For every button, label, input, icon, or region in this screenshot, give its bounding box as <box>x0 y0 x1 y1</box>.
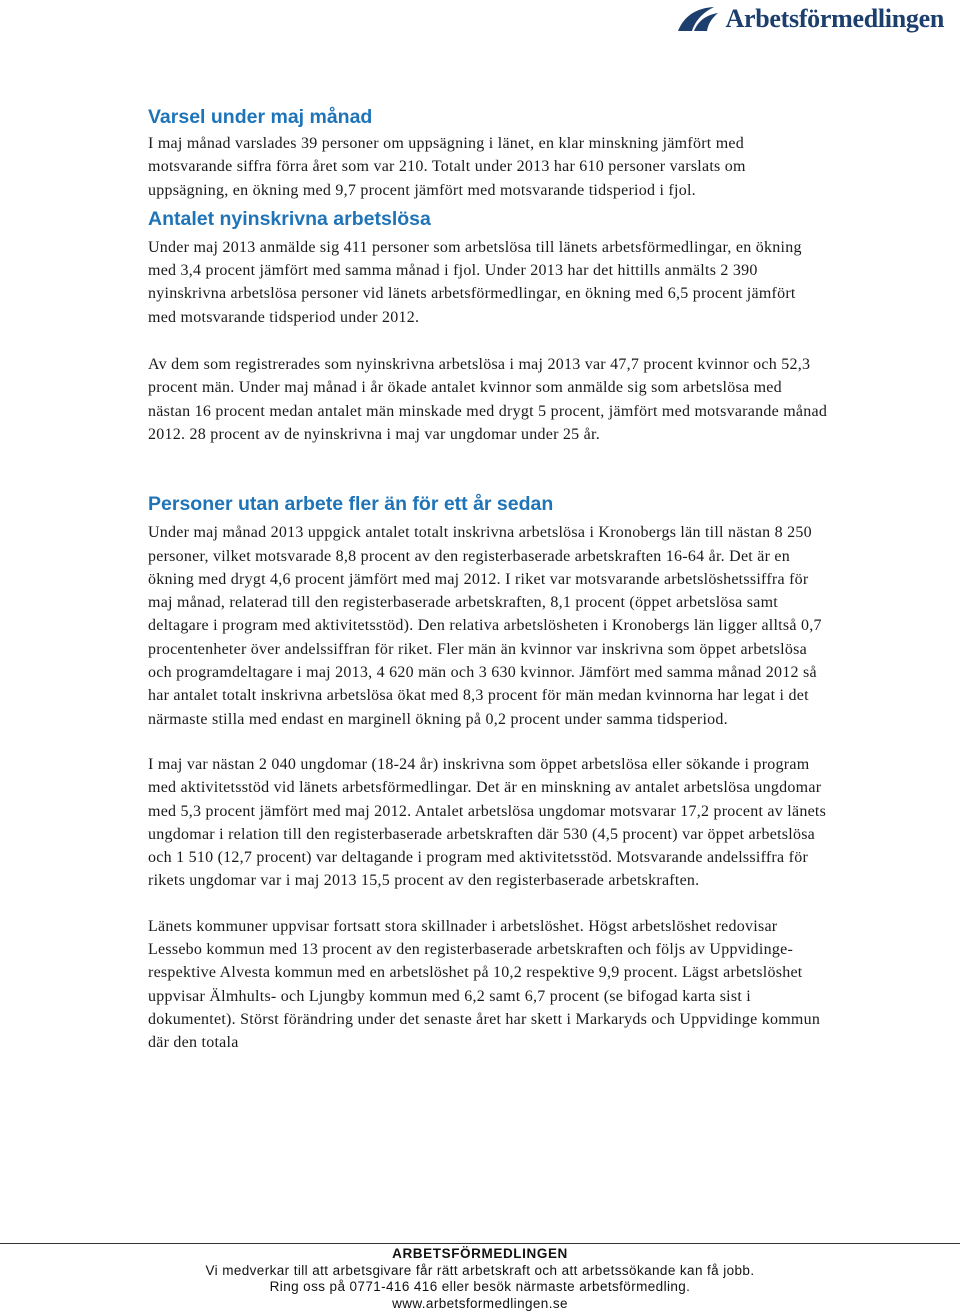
footer-tagline: Vi medverkar till att arbetsgivare får rätt arbetskraft och att arbetssökande kan få jobb. <box>205 1262 755 1278</box>
section-varsel <box>148 102 828 202</box>
paragraph: I maj var nästan 2 040 ungdomar (18-24 år) inskrivna som öppet arbetslösa eller sökande i program med aktivitetsstöd vid länets arbetsförmedlingar. Det är en minskning av antalet arbetslösa ungdomar med 5,3 procent jämfört med maj 2012. Antalet arbetslösa ungdomar motsvarar 17,2 procent av länets ungdomar i relation till den registerbaserade arbetskraften där 530 (4,5 procent) var öppet arbetslösa och 1 510 (12,7 procent) var deltagande i program med aktivitetsstöd. Motsvarande andelssiffra för rikets ungdomar var i maj 2013 15,5 procent av den registerbaserade arbetskraften. <box>148 755 827 890</box>
section-heading: Varsel under maj månad <box>148 106 373 128</box>
footer-org-name: ARBETSFÖRMEDLINGEN <box>392 1246 568 1261</box>
paragraph: Länets kommuner uppvisar fortsatt stora skillnader i arbetslöshet. Högst arbetslöshet redovisar Lessebo kommun med 13 procent av den registerbaserade arbetskraften och följs av Uppvidinge- respektive Alvesta kommun med en arbetslöshet på 10,2 respektive 9,9 procent. Lägst arbetslöshet uppvisar Älmhults- och Ljungby kommun med 6,2 samt 6,7 procent (se bifogad karta sist i dokumentet). Störst förändring under det senaste året har skett i Markaryds och Uppvidinge kommun där den totala <box>148 917 821 1052</box>
section-heading: Antalet nyinskrivna arbetslösa <box>148 207 431 230</box>
footer-website-link[interactable]: www.arbetsformedlingen.se <box>392 1295 568 1311</box>
document-body <box>148 100 828 1055</box>
footer-divider <box>0 1243 960 1244</box>
section-nyinskrivna <box>148 204 828 446</box>
paragraph: Under maj 2013 anmälde sig 411 personer som arbetslösa till länets arbetsförmedlingar, en ökning med 3,4 procent jämfört med samma månad i fjol. Under 2013 har det hittills anmälts 2 390 nyinskrivna arbetslösa personer vid länets arbetsförmedlingar, en ökning med 6,5 procent jämfört med motsvarande tidsperiod under 2012. <box>148 238 802 326</box>
paragraph: Under maj månad 2013 uppgick antalet totalt inskrivna arbetslösa i Kronobergs län till nästan 8 250 personer, vilket motsvarade 8,8 procent av den registerbaserade arbetskraften 16-64 år. Det är en ökning med drygt 4,6 procent jämfört med maj 2012. I riket var motsvarande arbetslöshetssiffra för maj månad, relaterad till den registerbaserade arbetskraften, 8,1 procent (öppet arbetslösa samt deltagare i program med aktivitetsstöd). Den relativa arbetslösheten i Kronobergs län ligger alltså 0,7 procentenheter över andelssiffran för riket. Fler män än kvinnor var inskrivna som öppet arbetslösa och programdeltagare i maj 2013, 4 620 män och 3 630 kvinnor. Jämfört med samma månad 2012 så har antalet totalt inskrivna arbetslösa ökat med 8,3 procent för män medan kvinnorna har legat i det närmaste stilla med endast en marginell ökning på 0,2 procent under samma tidsperiod. <box>148 524 822 728</box>
paragraph: Av dem som registrerades som nyinskrivna arbetslösa i maj 2013 var 47,7 procent kvinnor och 52,3 procent män. Under maj månad i år ökade antalet kvinnor som anmälde sig som arbetslösa med nästan 16 procent medan antalet män minskade med drygt 5 procent, jämfört med motsvarande månad 2012. 28 procent av de nyinskrivna i maj var ungdomar under 25 år. <box>148 356 828 443</box>
paragraph: I maj månad varslades 39 personer om uppsägning i länet, en klar minskning jämfört med motsvarande siffra förra året som var 210. Totalt under 2013 har 610 personer varslats om uppsägning, en ökning med 9,7 procent jämfört med motsvarande tidsperiod i fjol. <box>148 135 746 199</box>
section-utan-arbete <box>148 489 828 1054</box>
logo-wordmark: Arbetsförmedlingen <box>725 4 944 33</box>
page-footer <box>0 1246 960 1312</box>
section-heading: Personer utan arbete fler än för ett år sedan <box>148 493 554 516</box>
arbetsformedlingen-logo-icon <box>676 4 720 34</box>
brand-logo <box>676 4 944 34</box>
footer-contact: Ring oss på 0771-416 416 eller besök närmaste arbetsförmedling. <box>269 1279 691 1294</box>
